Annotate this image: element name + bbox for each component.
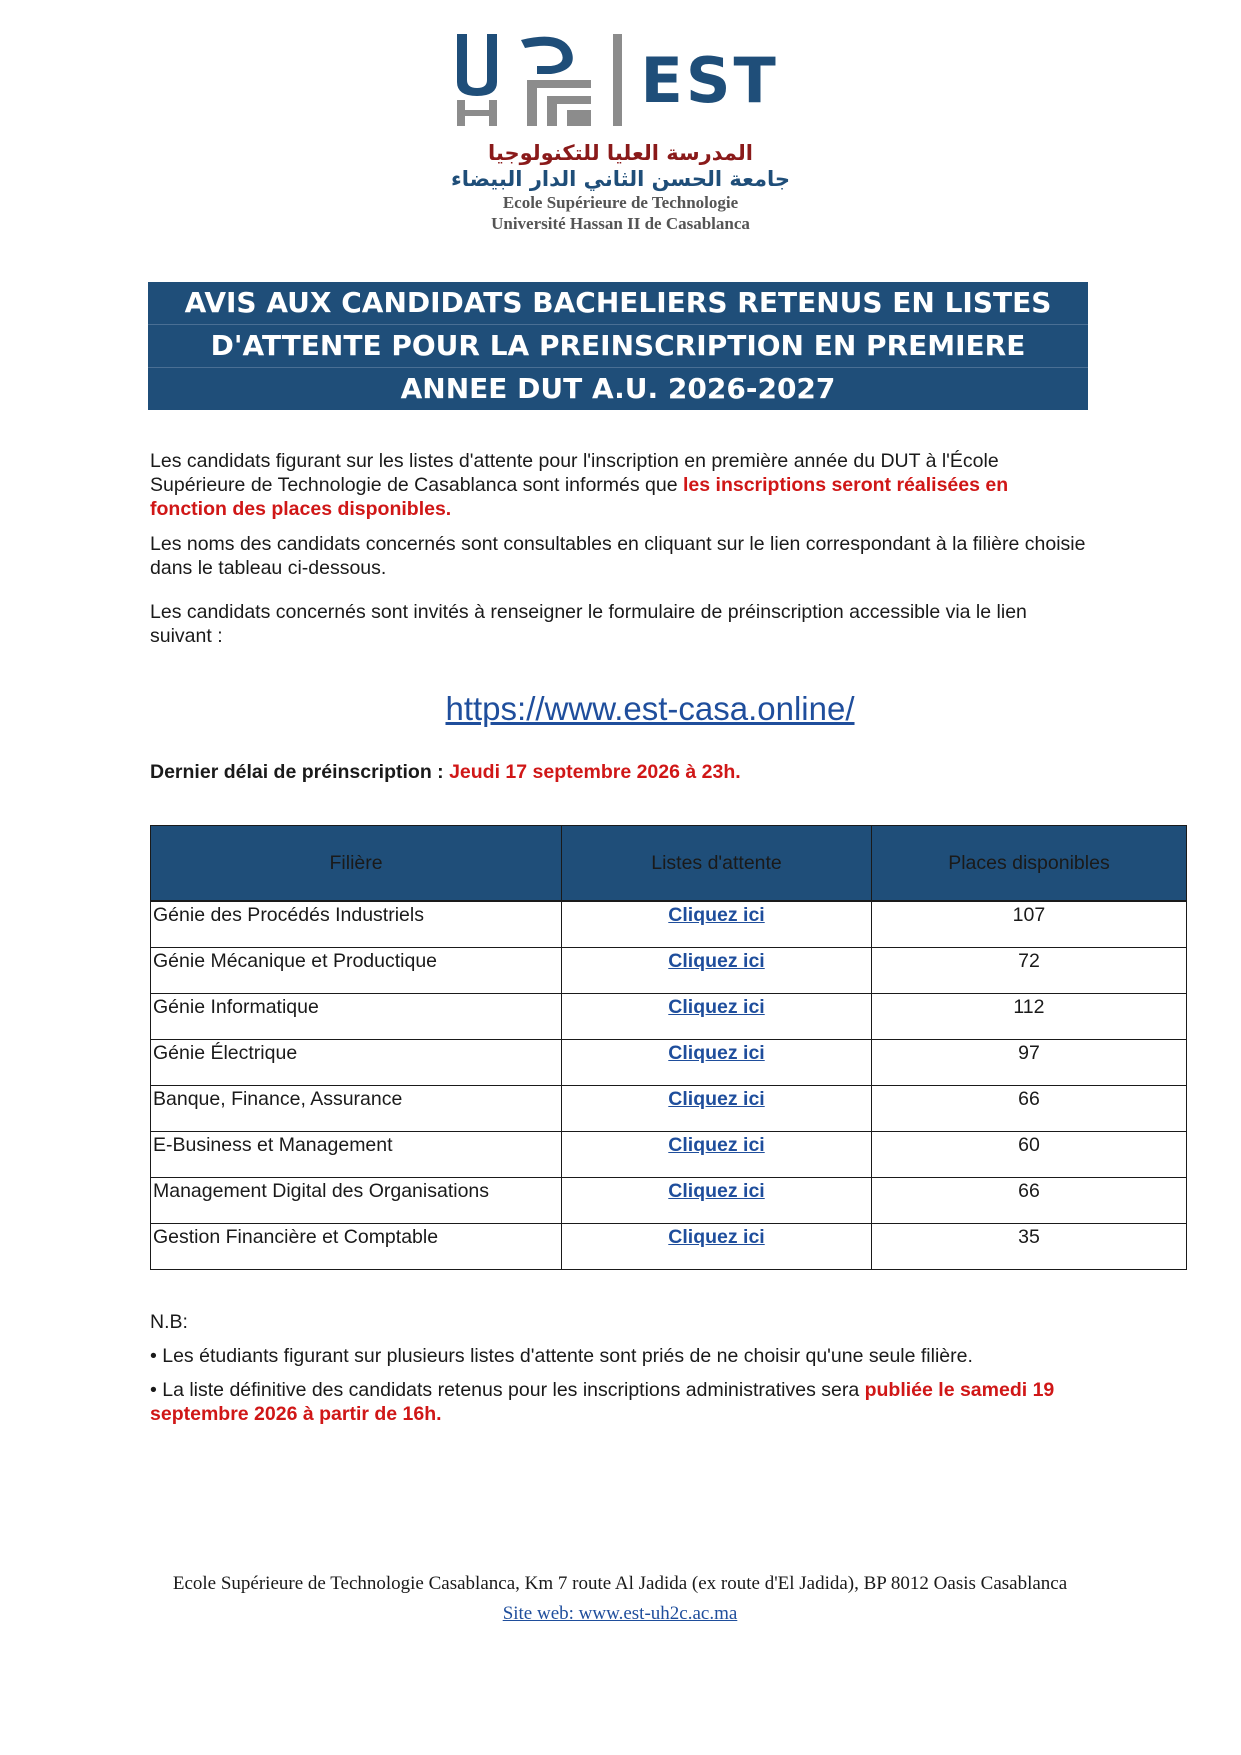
nb-item-2-highlight: publiée le samedi 19 septembre 2026 à partir de 16h. — [150, 1379, 1055, 1425]
cliquez-ici-link[interactable]: Cliquez ici — [668, 1226, 765, 1248]
cliquez-ici-link[interactable]: Cliquez ici — [668, 904, 765, 926]
deadline-label: Dernier délai de préinscription : — [150, 761, 450, 783]
places-cell: 66 — [871, 1178, 1186, 1224]
logo-latin-university: Université Hassan II de Casablanca — [491, 214, 750, 233]
footer-address: Ecole Supérieure de Technologie Casablanca, Km 7 route Al Jadida (ex route d'El Jadida), BP 8012 Oasis Casablanca — [172, 1573, 1068, 1594]
places-cell: 107 — [871, 901, 1186, 948]
logo-latin-school: Ecole Supérieure de Technologie — [502, 193, 739, 212]
header-places: Places disponibles — [871, 826, 1186, 902]
cliquez-ici-link[interactable]: Cliquez ici — [668, 1180, 765, 1202]
intro-p2-text: Les noms des candidats concernés sont consultables en cliquant sur le lien correspondant à la filière choisie dans le tableau ci-dessous. — [150, 533, 1086, 579]
deadline — [150, 760, 1090, 784]
nb-item-1: • Les étudiants figurant sur plusieurs listes d'attente sont priés de ne choisir qu'une seule filière. — [150, 1345, 973, 1367]
places-cell: 72 — [871, 948, 1186, 994]
table-row — [151, 1224, 1187, 1270]
logo-est-text: EST — [640, 44, 779, 117]
title-line-2: D'ATTENTE POUR LA PREINSCRIPTION EN PREMIERE — [148, 325, 1088, 368]
title-line-1: AVIS AUX CANDIDATS BACHELIERS RETENUS EN LISTES — [148, 282, 1088, 325]
preinscription-link[interactable]: https://www.est-casa.online/ — [445, 690, 855, 727]
nb-item-2-text: • La liste définitive des candidats retenus pour les inscriptions administratives sera — [150, 1379, 865, 1401]
cliquez-ici-link[interactable]: Cliquez ici — [668, 1134, 765, 1156]
intro-highlight: les inscriptions seront réalisées en fonction des places disponibles. — [150, 474, 1009, 520]
filiere-cell: Génie Informatique — [151, 994, 562, 1040]
intro-p3-text: Les candidats concernés sont invités à renseigner le formulaire de préinscription accessible via le lien suivant : — [150, 601, 1027, 647]
footer-site-link[interactable]: Site web: www.est-uh2c.ac.ma — [502, 1603, 738, 1624]
header-filiere: Filière — [151, 826, 562, 902]
table-row — [151, 1086, 1187, 1132]
uh2c-logo-icon — [451, 30, 611, 130]
table-row — [151, 901, 1187, 948]
logo-top — [451, 30, 791, 130]
intro-paragraph-2 — [150, 532, 1090, 580]
filiere-cell: Génie des Procédés Industriels — [151, 901, 562, 948]
cliquez-ici-link[interactable]: Cliquez ici — [668, 996, 765, 1018]
logo-arabic-university: جامعة الحسن الثاني الدار البيضاء — [450, 167, 791, 191]
places-cell: 66 — [871, 1086, 1186, 1132]
logo-arabic-school: المدرسة العليا للتكنولوجيا — [488, 141, 753, 165]
title-banner — [148, 282, 1088, 410]
intro-text: Les candidats figurant sur les listes d'attente pour l'inscription en première année du DUT à l'École Supérieure de Technologie de Casablanca sont informés que — [150, 450, 999, 496]
nb-item-2 — [150, 1378, 1090, 1426]
filiere-cell: Génie Mécanique et Productique — [151, 948, 562, 994]
table-header-row — [151, 826, 1187, 902]
logo-divider — [613, 34, 622, 126]
table-row — [151, 1178, 1187, 1224]
intro-paragraph-1 — [150, 449, 1090, 521]
places-cell: 35 — [871, 1224, 1186, 1270]
cliquez-ici-link[interactable]: Cliquez ici — [668, 1042, 765, 1064]
filiere-cell: E-Business et Management — [151, 1132, 562, 1178]
filiere-cell: Management Digital des Organisations — [151, 1178, 562, 1224]
intro-paragraph-3 — [150, 600, 1090, 648]
table-row — [151, 994, 1187, 1040]
header-listes: Listes d'attente — [562, 826, 872, 902]
table-row — [151, 1040, 1187, 1086]
nb-title: N.B: — [150, 1311, 188, 1333]
filieres-table — [150, 825, 1187, 1270]
filiere-cell: Génie Électrique — [151, 1040, 562, 1086]
table-row — [151, 948, 1187, 994]
footer — [150, 1572, 1090, 1626]
filiere-cell: Banque, Finance, Assurance — [151, 1086, 562, 1132]
logo-block — [0, 30, 1241, 234]
cliquez-ici-link[interactable]: Cliquez ici — [668, 950, 765, 972]
places-cell: 112 — [871, 994, 1186, 1040]
places-cell: 97 — [871, 1040, 1186, 1086]
deadline-value: Jeudi 17 septembre 2026 à 23h. — [449, 761, 741, 783]
cliquez-ici-link[interactable]: Cliquez ici — [668, 1088, 765, 1110]
title-line-3: ANNEE DUT A.U. 2026-2027 — [400, 372, 836, 405]
places-cell: 60 — [871, 1132, 1186, 1178]
filiere-cell: Gestion Financière et Comptable — [151, 1224, 562, 1270]
table-row — [151, 1132, 1187, 1178]
